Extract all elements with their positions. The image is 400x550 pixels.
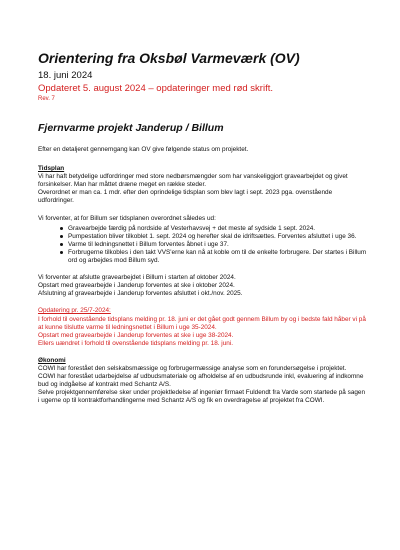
list-item: Varme til ledningsnettet i Billum forventes åbnet i uge 37.: [68, 241, 368, 249]
tidsplan-paragraph-4: Vi forventer at afslutte gravearbejdet i Billum i starten af oktober 2024.: [38, 274, 236, 282]
tidsplan-paragraph-1: Vi har haft betydelige udfordringer med store nedbørsmængder som har vanskeliggjort gravearbejdet og givet forsinkelser. Man har måttet dræne meget en række steder.: [38, 173, 348, 189]
tidsplan-bullet-list: [38, 225, 368, 265]
list-item: Forbrugerne tilkobles i den takt VVS'erne kan nå at koble om til de enkelte forbrugere. Der startes i Billum ord og arbejdes mod Billum syd.: [68, 248, 367, 265]
document-content: [38, 50, 368, 405]
list-item: Pumpestation bliver tilkoblet 1. sept. 2024 og herefter skal de idriftsættes. Forventes afsluttet i uge 36.: [68, 233, 368, 241]
okonomi-heading: Økonomi: [38, 356, 66, 364]
update-notice: Opdateret 5. august 2024 – opdateringer med rød skrift.: [38, 83, 273, 94]
okonomi-paragraph-2: COWI har forestået udarbejdelse af udbudsmateriale og afholdelse af en udbudsrunde inkl, evaluering af indkomne bud og indgåelse af kontrakt med Schantz A/S.: [38, 373, 364, 389]
tidsplan-paragraph-5: Opstart med gravearbejde i Janderup forventes at ske i oktober 2024.: [38, 282, 235, 290]
update-line-1: I forhold til ovenstående tidsplans melding pr. 18. juni er det gået godt gennem Billum by og i bedste fald håber vi på at kunne tilslutte varme til ledningsnettet i Billum i uge 35-2024.: [38, 315, 366, 331]
tidsplan-heading: Tidsplan: [38, 165, 65, 173]
okonomi-paragraph-3: Selve projektgennemførelse sker under projektledelse af ingeniør firmaet Fuldendt fra Varde som startede på sagen i ugerne op til kontraktforhandlingerne med Schantz A/S og fik en overdragelse af projektet fra COWI.: [38, 389, 366, 405]
section-heading: Fjernvarme projekt Janderup / Billum: [38, 122, 224, 134]
okonomi-paragraph-1: COWI har forestået den selskabsmæssige og forbrugermæssige analyse som en forundersøgelse i projektet.: [38, 364, 347, 372]
tidsplan-paragraph-3: Vi forventer, at for Billum ser tidsplanen overordnet således ud:: [38, 214, 216, 222]
update-line-3: Ellers uændret i forhold til ovenstående tidsplans melding pr. 18. juni.: [38, 339, 234, 347]
update-line-2: Opstart med gravearbejde i Janderup forventes at ske i uge 38-2024.: [38, 331, 234, 339]
tidsplan-paragraph-6: Afslutning af gravearbejde i Janderup forventes afsluttet i okt./nov. 2025.: [38, 290, 243, 298]
document-title: Orientering fra Oksbøl Varmeværk (OV): [38, 50, 300, 66]
revision-label: Rev. 7: [38, 96, 55, 102]
tidsplan-paragraph-2: Overordnet er man ca. 1 mdr. efter den oprindelige tidsplan som blev lagt i sept. 2023 pga. ovenstående udfordringer.: [38, 189, 333, 205]
list-item: Gravearbejde færdig på nordside af Vesterhavsvej + det meste af sydside 1 sept. 2024.: [68, 225, 368, 233]
section-intro: Efter en detaljeret gennemgang kan OV give følgende status om projektet.: [38, 146, 249, 153]
update-heading: Opdatering pr. 25/7-2024:: [38, 307, 111, 315]
document-date: 18. juni 2024: [38, 70, 93, 81]
